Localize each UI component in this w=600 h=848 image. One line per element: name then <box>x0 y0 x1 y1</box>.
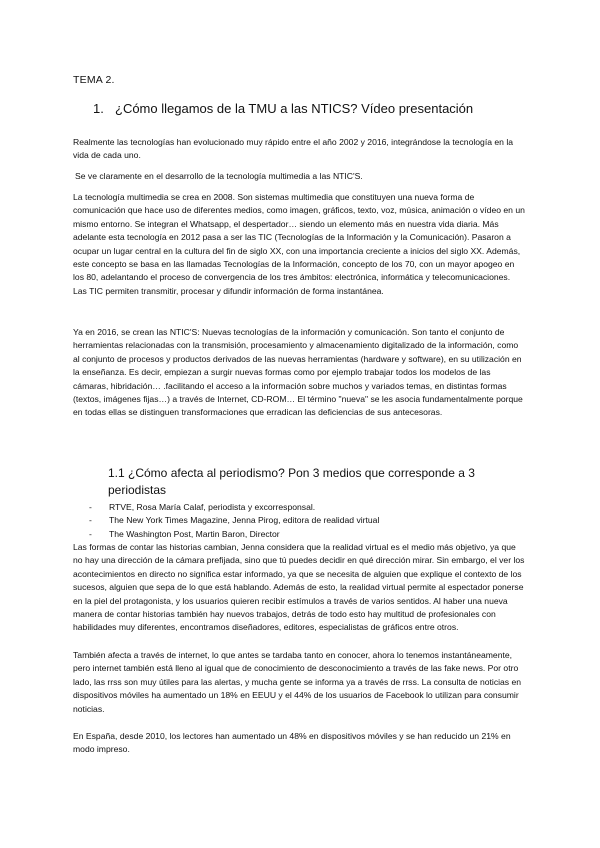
list-dash: - <box>89 528 92 539</box>
list-item <box>73 528 379 541</box>
section-heading-1-1: 1.1 ¿Cómo afecta al periodismo? Pon 3 medios que corresponde a 3 periodistas <box>108 466 475 497</box>
multimedia-paragraph: La tecnología multimedia se crea en 2008. Son sistemas multimedia que constituyen una nueva forma de comunicación que hace uso de diferentes medios, como imagen, gráficos, texto, voz, música, animación o vídeo en un mismo entorno. Se integran el Whatsapp, el despertador… siendo un elemento más en nuestra vida diaria. Más adelante esta tecnología en 2012 pasa a ser las TIC (Tecnologías de la Información y la Comunicación). Pasaron a ocupar un lugar central en la cultura del fin de siglo XX, con una importancia creciente a inicios del siglo XX. Además, este concepto se basa en las llamadas Tecnologías de la Información, concepto de los 70, con un mayor apogeo en los 80, adelantando el proceso de convergencia de los tres ámbitos: electrónica, informática y telecomunicaciones. Las TIC permiten transmitir, procesar y difundir información de forma instantánea. <box>73 192 525 296</box>
section-number: 1. <box>93 101 104 116</box>
intro-paragraph-2: Se ve claramente en el desarrollo de la tecnología multimedia a las NTIC'S. <box>75 171 363 181</box>
list-item-text: RTVE, Rosa María Calaf, periodista y excorresponsal. <box>109 502 316 512</box>
intro-paragraph: Realmente las tecnologías han evolucionado muy rápido entre el año 2002 y 2016, integrándose la tecnología en la vida de cada uno. <box>73 137 514 161</box>
list-dash: - <box>89 502 92 512</box>
list-item-text: The New York Times Magazine, Jenna Pirog, editora de realidad virtual <box>109 515 380 526</box>
internet-paragraph: También afecta a través de internet, lo que antes se tardaba tanto en conocer, ahora lo tenemos instantáneamente, pero internet también está lleno al igual que de conocimiento de desconocimiento a través de las fake news. Por otro lado, las rrss son muy útiles para las alertas, y mucha gente se informa ya a través de rrss. La consulta de noticias en dispositivos móviles ha aumentado un 18% en EEUU y el 44% de los usuarios de Facebook lo utilizan para consumir noticias. <box>73 650 522 714</box>
spain-paragraph: En España, desde 2010, los lectores han aumentado un 48% en dispositivos móviles y se han reducido un 21% en modo impreso. <box>73 731 511 755</box>
list-item <box>73 501 379 514</box>
list-item-text: The Washington Post, Martin Baron, Director <box>109 528 280 539</box>
ntics-paragraph: Ya en 2016, se crean las NTIC'S: Nuevas tecnologías de la información y comunicación. Son tanto el conjunto de herramientas relacionadas con la transmisión, procesamiento y almacenamiento digitalizado de la información, como al conjunto de procesos y productos derivados de las nuevas herramientas (hardware y software), en su utilización en la enseñanza. Es decir, empiezan a surgir nuevas formas como por ejemplo trabajar todos los modelos de las cámaras, hibridación… .facilitando el acceso a la información sobre muchos y variados temas, en distintas formas (textos, imágenes fijas…) a través de Internet, CD-ROM… El término "nueva" se les asocia fundamentalmente porque en todas ellas se distinguen transformaciones que erradican las deficiencias de sus antecesoras. <box>73 327 523 418</box>
list-dash: - <box>89 515 92 526</box>
section-title: ¿Cómo llegamos de la TMU a las NTICS? Vídeo presentación <box>115 101 474 116</box>
document-heading: TEMA 2. <box>73 74 115 86</box>
section-heading-1 <box>93 101 473 116</box>
list-item <box>73 514 379 527</box>
virtual-reality-paragraph: Las formas de contar las historias cambian, Jenna considera que la realidad virtual es el medio más objetivo, ya que no hay una dirección de la cámara prefijada, sino que tú puedes decidir en qué dirección mirar. Sin embargo, el ver los acontecimientos en directo no significa estar informado, ya que se necesita de alguien que explique el contexto de los sucesos, alguien que sepa de lo que está hablando. Además de esto, la realidad virtual permite al espectador ponerse en la piel del protagonista, y los usuarios quieren recibir estímulos a través de varios sentidos. Al haber una nueva manera de contar historias también hay nuevos trabajos, detrás de todo esto hay multitud de profesionales con habilidades muy diferentes, encontramos diseñadores, editores, especialistas de gráficos entre otros. <box>73 542 525 633</box>
media-list <box>73 501 379 541</box>
